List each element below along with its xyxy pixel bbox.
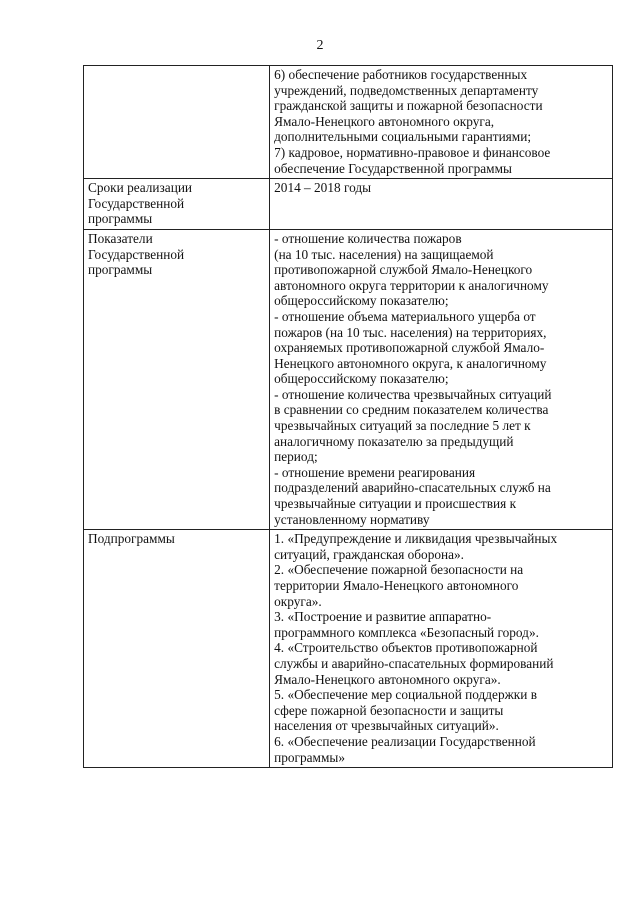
content-line: 6) обеспечение работников государственных	[274, 67, 528, 82]
content-line: - отношение количества пожаров	[274, 230, 462, 246]
content-line: - отношение объема материального ущерба от	[274, 308, 536, 324]
content-line: чрезвычайные ситуации и происшествия к	[274, 496, 517, 512]
content-line: охраняемых противопожарной службой Ямало-	[274, 340, 545, 356]
content-line: общероссийскому показателю;	[274, 293, 449, 309]
content-line: Ямало-Ненецкого автономного округа,	[274, 113, 495, 129]
content-line: сфере пожарной безопасности и защиты	[274, 702, 504, 718]
content-line: противопожарной службой Ямало-Ненецкого	[274, 262, 533, 278]
content-line: территории Ямало-Ненецкого автономного	[274, 578, 519, 593]
content-line: пожаров (на 10 тыс. населения) на территориях,	[274, 324, 547, 340]
content-line: 2014 – 2018 годы	[274, 180, 372, 196]
row-label-cell	[84, 530, 270, 768]
subprograms-row	[84, 530, 613, 768]
content-line: 2. «Обеспечение пожарной безопасности на	[274, 562, 524, 578]
label-line: Подпрограммы	[88, 531, 175, 547]
content-line: программного комплекса «Безопасный город».	[274, 624, 539, 640]
label-line: Показатели	[88, 230, 153, 246]
content-line: ситуаций, гражданская оборона».	[274, 546, 464, 562]
indicators-row	[84, 229, 613, 529]
content-line: учреждений, подведомственных департаменту	[274, 82, 539, 98]
content-line: - отношение времени реагирования	[274, 464, 476, 480]
implementation-period-row	[84, 179, 613, 230]
content-line: населения от чрезвычайных ситуаций».	[274, 718, 499, 734]
row-content-cell	[270, 179, 613, 230]
content-line: - отношение количества чрезвычайных ситуаций	[274, 386, 552, 402]
content-line: период;	[274, 449, 318, 465]
row-label-cell	[84, 179, 270, 230]
row-label-cell	[84, 66, 270, 179]
content-line: подразделений аварийно-спасательных служб на	[274, 480, 551, 496]
content-line: дополнительными социальными гарантиями;	[274, 129, 532, 145]
content-line: Ямало-Ненецкого автономного округа».	[274, 671, 501, 687]
content-line: 1. «Предупреждение и ликвидация чрезвычайных	[274, 531, 558, 547]
content-line: 4. «Строительство объектов противопожарной	[274, 640, 538, 656]
page-number: 2	[316, 38, 324, 53]
row-content-cell	[270, 229, 613, 529]
label-line: Государственной	[88, 195, 185, 211]
content-line: 5. «Обеспечение мер социальной поддержки в	[274, 687, 537, 703]
content-line: службы и аварийно-спасательных формирований	[274, 655, 554, 671]
row-content-cell	[270, 66, 613, 179]
content-line: чрезвычайных ситуаций за последние 5 лет к	[274, 418, 531, 434]
program-tasks-row	[84, 66, 613, 179]
label-line: Сроки реализации	[88, 180, 193, 196]
content-line: программы»	[274, 749, 345, 765]
label-line: Государственной	[88, 246, 185, 262]
label-line: программы	[88, 211, 153, 227]
content-line: аналогичному показателю за предыдущий	[274, 433, 514, 449]
content-line: 6. «Обеспечение реализации Государственной	[274, 733, 536, 749]
label-line: программы	[88, 262, 153, 278]
content-line: Ненецкого автономного округа, к аналогичному	[274, 355, 547, 371]
content-line: обеспечение Государственной программы	[274, 160, 512, 176]
content-line: в сравнении со средним показателем количества	[274, 402, 549, 418]
content-line: гражданской защиты и пожарной безопасности	[274, 98, 543, 114]
content-line: 3. «Построение и развитие аппаратно-	[274, 609, 492, 625]
row-content-cell	[270, 530, 613, 768]
program-passport-table	[83, 65, 613, 768]
content-line: общероссийскому показателю;	[274, 371, 449, 387]
row-label-cell	[84, 229, 270, 529]
content-line: установленному нормативу	[274, 511, 430, 527]
content-line: 7) кадровое, нормативно-правовое и финансовое	[274, 144, 551, 160]
content-line: округа».	[274, 593, 322, 609]
content-line: автономного округа территории к аналогичному	[274, 277, 549, 293]
content-line: (на 10 тыс. населения) на защищаемой	[274, 246, 494, 262]
